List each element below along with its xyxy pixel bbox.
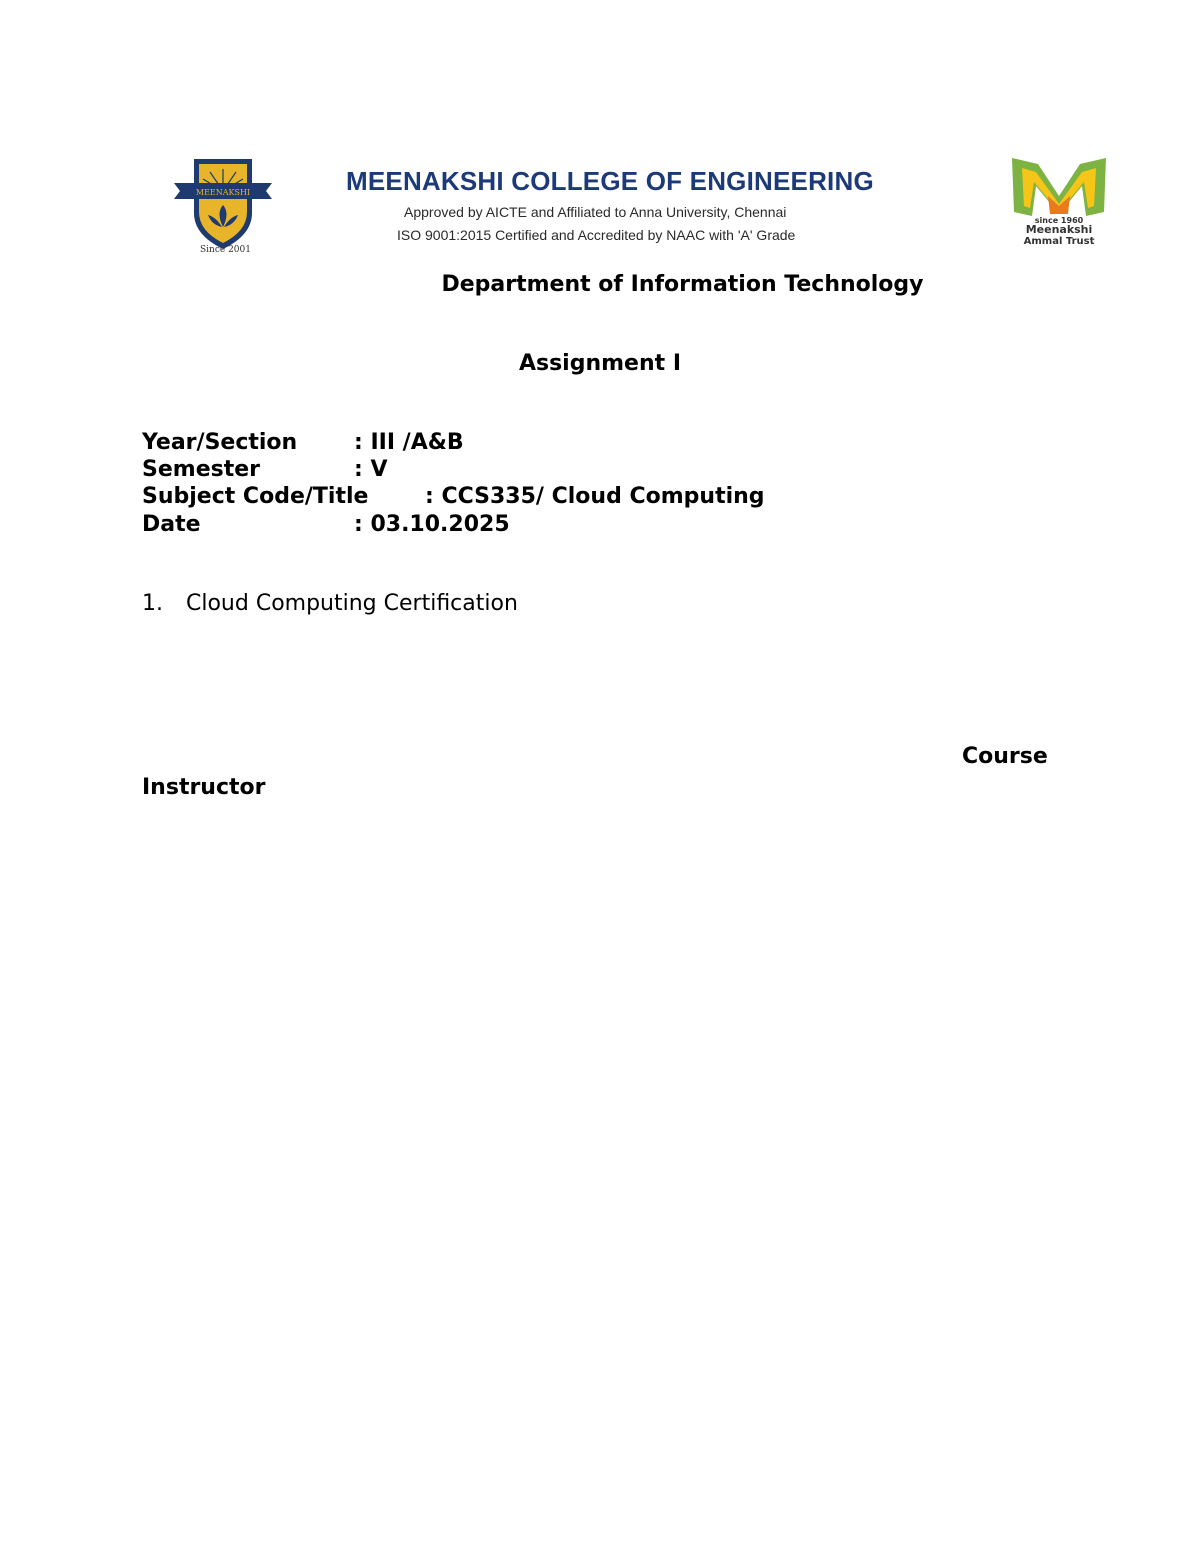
svg-text:Ammal Trust: Ammal Trust xyxy=(1023,236,1095,247)
detail-row-subject xyxy=(142,484,765,509)
approval-line: Approved by AICTE and Affiliated to Anna University, Chennai xyxy=(404,204,787,220)
meenakshi-ammal-trust-logo xyxy=(1008,156,1110,248)
detail-value: : CCS335/ Cloud Computing xyxy=(425,484,765,509)
crest-since-text: Since 2001 xyxy=(200,245,251,255)
accreditation-line: ISO 9001:2015 Certified and Accredited by NAAC with 'A' Grade xyxy=(397,227,796,243)
signature-line-2: Instructor xyxy=(142,775,266,800)
assignment-title: Assignment I xyxy=(518,351,682,376)
detail-value: : V xyxy=(354,457,388,482)
college-crest-logo xyxy=(172,155,274,255)
question-item xyxy=(142,591,518,616)
detail-row-year-section xyxy=(142,430,464,455)
svg-text:Meenakshi: Meenakshi xyxy=(1025,223,1093,236)
question-number: 1. xyxy=(142,591,163,616)
detail-label: Subject Code/Title xyxy=(142,484,369,509)
detail-row-date xyxy=(142,512,510,537)
detail-label: Year/Section xyxy=(142,430,298,455)
detail-row-semester xyxy=(142,457,387,482)
svg-text:MEENAKSHI: MEENAKSHI xyxy=(195,188,251,197)
detail-label: Date xyxy=(142,512,201,537)
svg-text:since 1960: since 1960 xyxy=(1034,216,1084,225)
detail-value: : III /A&B xyxy=(354,430,464,455)
college-name: MEENAKSHI COLLEGE OF ENGINEERING xyxy=(346,166,874,196)
signature-line-1: Course xyxy=(962,744,1048,769)
department-heading: Department of Information Technology xyxy=(441,272,924,297)
detail-label: Semester xyxy=(142,457,260,482)
question-text: Cloud Computing Certification xyxy=(186,591,518,616)
detail-value: : 03.10.2025 xyxy=(354,512,510,537)
